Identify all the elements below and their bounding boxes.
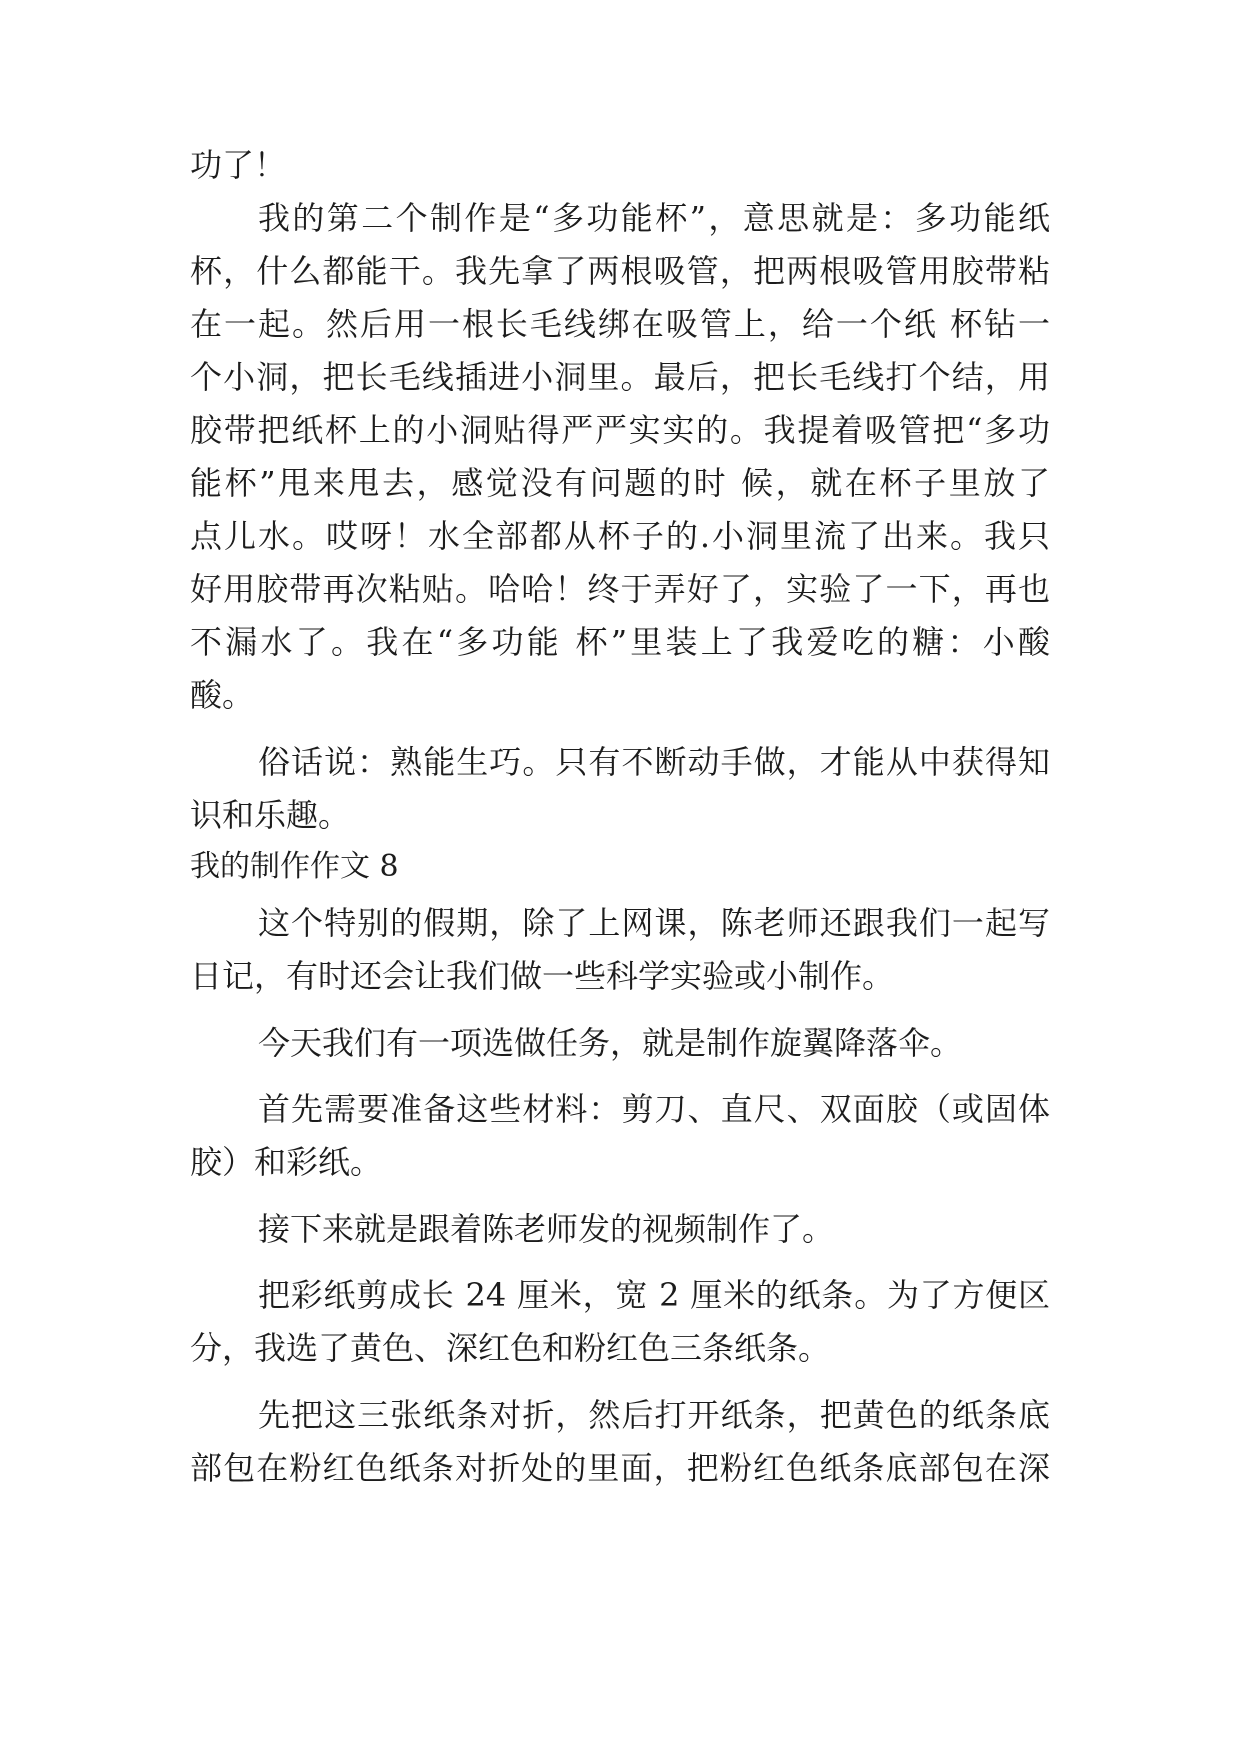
paragraph-line: 在一起。然后用一根长毛线绑在吸管上，给一个纸 杯钻一 [190,305,1050,343]
continuation-line: 功了！ [190,146,287,184]
paragraph-line: 酸。 [190,676,255,714]
paragraph-line: 能杯”甩来甩去，感觉没有问题的时 候，就在杯子里放了 [190,464,1050,502]
essay-title: 我的制作作文 8 [190,849,399,884]
paragraph-line: 杯，什么都能干。我先拿了两根吸管，把两根吸管用胶带粘 [190,252,1050,290]
paragraph-line: 识和乐趣。 [190,796,351,834]
paragraph-line: 分，我选了黄色、深红色和粉红色三条纸条。 [190,1329,831,1367]
paragraph-line: 日记，有时还会让我们做一些科学实验或小制作。 [190,957,895,995]
paragraph-line: 首先需要准备这些材料：剪刀、直尺、双面胶（或固体 [258,1090,1050,1128]
paragraph-line: 我的第二个制作是“多功能杯”，意思就是：多功能纸 [258,199,1050,237]
paragraph-line: 好用胶带再次粘贴。哈哈！终于弄好了，实验了一下，再也 [190,570,1050,608]
paragraph-line: 胶带把纸杯上的小洞贴得严严实实的。我提着吸管把“多功 [190,411,1050,449]
paragraph-line: 点儿水。哎呀！水全部都从杯子的.小洞里流了出来。我只 [190,517,1050,555]
paragraph-line: 胶）和彩纸。 [190,1143,383,1181]
paragraph-line: 把彩纸剪成长 24 厘米，宽 2 厘米的纸条。为了方便区 [258,1276,1050,1314]
paragraph-line: 部包在粉红色纸条对折处的里面，把粉红色纸条底部包在深 [190,1449,1050,1487]
paragraph-line: 不漏水了。我在“多功能 杯”里装上了我爱吃的糖：小酸 [190,623,1050,661]
paragraph-line: 俗话说：熟能生巧。只有不断动手做，才能从中获得知 [258,743,1050,781]
paragraph-line: 今天我们有一项选做任务，就是制作旋翼降落伞。 [258,1024,963,1062]
paragraph-line: 先把这三张纸条对折，然后打开纸条，把黄色的纸条底 [258,1396,1050,1434]
paragraph-line: 接下来就是跟着陈老师发的视频制作了。 [258,1210,835,1248]
paragraph-line: 这个特别的假期，除了上网课，陈老师还跟我们一起写 [258,904,1050,942]
paragraph-line: 个小洞，把长毛线插进小洞里。最后，把长毛线打个结，用 [190,358,1050,396]
